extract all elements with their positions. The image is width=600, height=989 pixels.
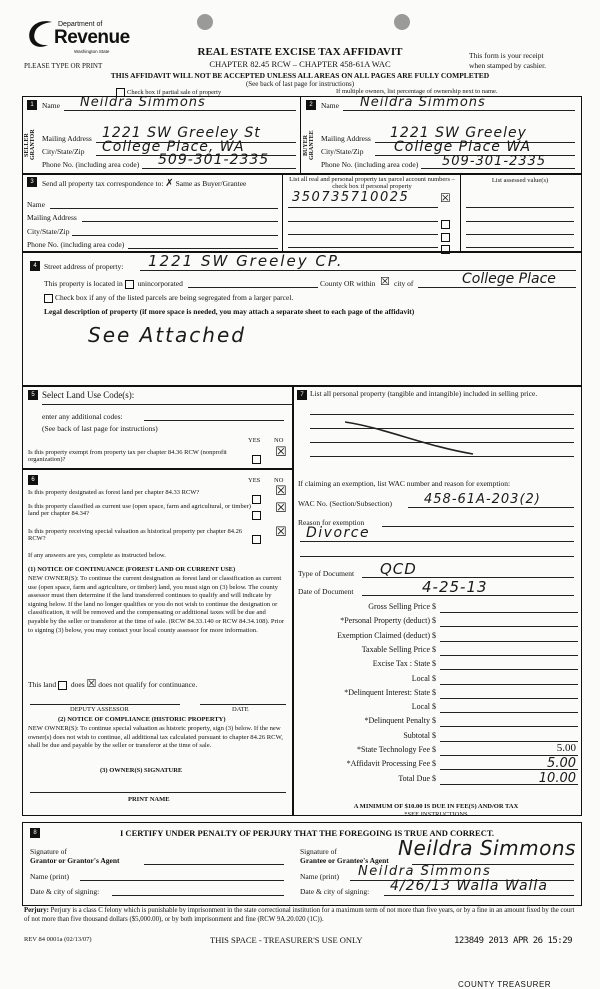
current-use-no-checkbox[interactable]: ☒ <box>275 501 287 516</box>
fee-line <box>440 726 578 727</box>
dor-logo <box>26 18 130 60</box>
treasurer-space: THIS SPACE - TREASURER'S USE ONLY <box>210 935 363 945</box>
unincorporated-checkbox[interactable] <box>125 280 134 289</box>
s5-instructions: (See back of last page for instructions) <box>42 424 158 433</box>
fee-row <box>300 702 580 715</box>
reason-label: Reason for exemption <box>298 518 365 527</box>
s3-city-label: City/State/Zip <box>27 227 70 236</box>
parcel-personal-checkbox-1[interactable]: ☒ <box>440 191 451 205</box>
same-as-buyer-check[interactable]: ✗ <box>165 178 174 189</box>
fee-dollar-sign: $ <box>432 702 436 712</box>
fee-line <box>440 626 578 627</box>
form-warning: THIS AFFIDAVIT WILL NOT BE ACCEPTED UNLESS ALL AREAS ON ALL PAGES ARE FULLY COMPLETED <box>110 71 490 80</box>
fee-dollar-sign: $ <box>432 773 436 783</box>
historic-no-checkbox[interactable]: ☒ <box>275 525 287 540</box>
fee-label: Exemption Claimed (deduct) <box>337 630 430 640</box>
forest-land-question: Is this property designated as forest land per chapter 84.33 RCW? <box>28 489 200 496</box>
dept-line1: Department of <box>58 21 103 28</box>
buyer-grantee-label: BUYER GRANTEE <box>303 130 315 160</box>
grantor-name-label: Name (print) <box>30 872 69 881</box>
fee-dollar-sign: $ <box>432 659 436 669</box>
fee-dollar-sign: $ <box>432 716 436 726</box>
does-checkbox[interactable] <box>58 681 67 690</box>
form-chapter: CHAPTER 82.45 RCW – CHAPTER 458-61A WAC <box>209 59 391 69</box>
parcel-header: List all real and personal property tax parcel account numbers – check box if personal property <box>289 176 455 190</box>
fee-dollar-sign: $ <box>432 759 436 769</box>
fee-value[interactable]: 10.00 <box>538 770 576 786</box>
doc-type-label: Type of Document <box>298 569 355 578</box>
fee-dollar-sign: $ <box>432 673 436 683</box>
fee-label: Subtotal <box>403 730 430 740</box>
punch-hole-right <box>394 14 410 30</box>
section-7-number: 7 <box>297 390 307 400</box>
fee-row <box>300 688 580 701</box>
fee-line <box>440 612 578 613</box>
grantee-name-label: Name (print) <box>300 872 339 881</box>
segregated-label: Check box if any of the listed parcels are being segregated from a larger parcel. <box>55 293 294 302</box>
section-6-number: 6 <box>28 475 38 485</box>
additional-codes-label: enter any additional codes: <box>42 412 123 421</box>
buyer-name-label: Name <box>321 101 339 110</box>
form-instructions: (See back of last page for instructions) <box>245 80 355 88</box>
fee-label: Total Due <box>398 773 430 783</box>
perjury-label: Perjury: <box>24 907 49 914</box>
this-land-text: This land <box>28 680 57 689</box>
fee-label: *Delinquent Interest: State <box>344 687 430 697</box>
doc-date-label: Date of Document <box>298 587 354 596</box>
street-address-label: Street address of property: <box>44 262 124 271</box>
s3-name-label: Name <box>27 200 45 209</box>
owner-signature-label: (3) OWNER(S) SIGNATURE <box>100 767 183 774</box>
fee-line <box>440 669 578 670</box>
dor-logo-swoosh-icon <box>26 18 56 50</box>
section-4-number: 4 <box>30 261 40 271</box>
city-of-label: city of <box>394 279 414 288</box>
grantor-sig-label2: Grantor or Grantor's Agent <box>30 856 120 865</box>
fee-label: Local <box>411 673 430 683</box>
buyer-name-field[interactable]: Neildra Simmons <box>360 95 486 110</box>
s3-addr-label: Mailing Address <box>27 213 77 222</box>
deputy-date-label: DATE <box>232 706 249 713</box>
doc-type-field[interactable]: QCD <box>380 560 417 578</box>
fee-label: *Affidavit Processing Fee <box>346 759 430 769</box>
assessed-header: List assessed value(s) <box>491 177 549 184</box>
section-3-number: 3 <box>27 177 37 187</box>
seller-phone-field[interactable]: 509-301-2335 <box>158 152 270 168</box>
fee-line <box>440 684 578 685</box>
notice-compliance-text: NEW OWNER(S): To continue special valuation as historic property, sign (3) below. If the new owner(s) does not wish to continue, all additional tax calculated pursuant to chapter 84.26 RCW, shall be due and payable by the seller or transferor at the time of sale. <box>28 725 283 750</box>
fee-row <box>300 645 580 658</box>
seller-phone-label: Phone No. (including area code) <box>42 160 140 169</box>
fee-row <box>300 631 580 644</box>
strike-through-mark <box>345 418 475 458</box>
fee-row <box>300 742 580 758</box>
type-or-print: PLEASE TYPE OR PRINT <box>24 62 103 70</box>
grantee-date-field[interactable]: 4/26/13 Walla Walla <box>390 878 548 894</box>
unincorporated-label: unincorporated <box>137 279 183 288</box>
seller-grantor-label: SELLER GRANTOR <box>24 129 36 161</box>
send-correspondence-text: Send all property tax correspondence to: <box>42 179 164 188</box>
fee-label: Local <box>411 702 430 712</box>
fee-row <box>300 659 580 672</box>
fee-dollar-sign: $ <box>432 616 436 626</box>
fee-row <box>300 770 580 787</box>
fee-label: Taxable Selling Price <box>361 644 430 654</box>
parcel-number-field[interactable]: 350735710025 <box>292 190 410 205</box>
fee-row <box>300 602 580 615</box>
buyer-addr-field[interactable]: 1221 SW Greeley <box>390 125 527 141</box>
s3-phone-label: Phone No. (including area code) <box>27 240 125 249</box>
legal-desc-field[interactable]: See Attached <box>88 323 246 347</box>
fee-label: Gross Selling Price <box>368 602 430 611</box>
grantee-sig-label2: Grantee or Grantee's Agent <box>300 856 389 865</box>
historic-yes-checkbox[interactable] <box>252 530 263 548</box>
current-use-question: Is this property classified as current use (open space, farm and agricultural, or timber) land per chapter 84.34? <box>28 503 251 517</box>
fee-label: *Delinquent Penalty <box>364 716 430 726</box>
city-field[interactable]: College Place <box>462 271 556 287</box>
deputy-assessor-label: DEPUTY ASSESSOR <box>70 706 129 713</box>
s6-no-header: NO <box>274 477 284 484</box>
fee-value[interactable]: 5.00 <box>556 742 576 754</box>
located-text: This property is located in <box>44 279 123 288</box>
does-label: does <box>70 680 85 689</box>
wac-field[interactable]: 458-61A-203(2) <box>424 492 541 507</box>
if-yes-note: If any answers are yes, complete as instructed below. <box>28 552 166 559</box>
reason-field[interactable]: Divorce <box>306 525 371 541</box>
does-not-label: does not <box>98 680 124 689</box>
grantee-sig-label1: Signature of <box>300 847 337 856</box>
seller-name-label: Name <box>42 101 60 110</box>
s5-yes-header: YES <box>248 437 261 444</box>
fee-line <box>440 655 578 656</box>
land-use-label: Select Land Use Code(s): <box>42 390 135 400</box>
legal-desc-label: Legal description of property (if more space is needed, you may attach a separate sheet to each page of the affidavit) <box>44 307 415 316</box>
section-1-number: 1 <box>27 100 37 110</box>
exempt-yes-checkbox[interactable] <box>252 450 263 468</box>
within-city-check[interactable]: ☒ <box>380 275 390 288</box>
notice-continuance-title: (1) NOTICE OF CONTINUANCE (FOREST LAND OR CURRENT USE) <box>28 566 236 573</box>
grantor-date-label: Date & city of signing: <box>30 887 100 896</box>
see-instructions-note: *SEE INSTRUCTIONS <box>404 811 468 818</box>
minimum-due-note: A MINIMUM OF $10.00 IS DUE IN FEE(S) AND/OR TAX <box>353 803 519 810</box>
fee-value[interactable]: 5.00 <box>547 756 576 772</box>
land-continuance-line <box>28 677 197 690</box>
fee-label: Excise Tax : State <box>372 659 430 669</box>
receipt-note2: when stamped by cashier. <box>469 61 547 70</box>
grantor-sig-label1: Signature of <box>30 847 67 856</box>
fee-row <box>300 674 580 687</box>
dept-state: Washington State <box>74 49 110 54</box>
fee-line <box>440 641 578 642</box>
notice-continuance-text: NEW OWNER(S): To continue the current designation as forest land or classification as current use (open space, farm and agriculture, or timber) land, you must sign on (3) below. The county assessor must then determine if the land transferred continues to qualify and will indicate by signing below. If the land no longer qualifies or you do not wish to continue the designation or classification, it will be removed and the compensating or additional taxes will be due and payable by the seller or transferor at the time of sale. (RCW 84.33.140 or RCW 84.34.108). Prior to signing (3) below, you may contact your local county assessor for more information. <box>28 575 285 634</box>
buyer-phone-label: Phone No. (including area code) <box>321 160 419 169</box>
seller-addr-label: Mailing Address <box>42 134 92 143</box>
fee-label: *State Technology Fee <box>356 745 430 754</box>
fee-row <box>300 716 580 729</box>
form-number: REV 84 0001a (02/13/07) <box>24 936 92 943</box>
fee-dollar-sign: $ <box>432 602 436 611</box>
notice-compliance-title: (2) NOTICE OF COMPLIANCE (HISTORIC PROPERTY) <box>58 716 226 723</box>
section-5-number: 5 <box>28 390 38 400</box>
forest-no-checkbox[interactable]: ☒ <box>275 484 287 499</box>
seller-city-label: City/State/Zip <box>42 147 85 156</box>
receipt-note1: This form is your receipt <box>469 51 544 60</box>
county-label: County OR within <box>320 279 376 288</box>
form-title: REAL ESTATE EXCISE TAX AFFIDAVIT <box>197 46 403 58</box>
fee-row <box>300 731 580 744</box>
fee-dollar-sign: $ <box>432 745 436 754</box>
exemption-label: If claiming an exemption, list WAC number and reason for exemption: <box>298 479 511 488</box>
print-name-label: PRINT NAME <box>128 796 170 803</box>
perjury-text: Perjury is a class C felony which is punishable by imprisonment in the state correctional institution for a maximum term of not more than five years, or by a fine in an amount fixed by the court of not more than five thousand dollars ($5,000.00), or by both imprisonment and fine (RCW 9A.20.020 (1C)). <box>24 907 575 923</box>
fee-dollar-sign: $ <box>432 730 436 740</box>
personal-property-label: List all personal property (tangible and intangible) included in selling price. <box>310 389 538 398</box>
doc-date-field[interactable]: 4-25-13 <box>422 578 488 596</box>
exempt-question: Is this property exempt from property tax per chapter 84.36 RCW (nonprofit organization)? <box>28 449 227 463</box>
seller-addr-field[interactable]: 1221 SW Greeley St <box>102 125 261 141</box>
current-use-yes-checkbox[interactable] <box>252 506 263 524</box>
section-2-number: 2 <box>306 100 316 110</box>
same-as-buyer-label: Same as Buyer/Grantee <box>175 179 247 188</box>
fee-dollar-sign: $ <box>432 630 436 640</box>
grantee-date-label: Date & city of signing: <box>300 887 370 896</box>
grantee-signature[interactable]: Neildra Simmons <box>398 836 576 860</box>
s5-no-header: NO <box>274 437 284 444</box>
seller-city-field[interactable]: College Place, WA <box>102 139 245 155</box>
exempt-no-checkbox[interactable]: ☒ <box>275 445 287 460</box>
historic-question: Is this property receiving special valuation as historical property per chapter 84.26 RCW? <box>28 528 243 542</box>
wac-label: WAC No. (Section/Subsection) <box>298 499 392 508</box>
perjury-statement <box>24 907 580 924</box>
does-not-checkbox[interactable]: ☒ <box>86 677 97 690</box>
fee-row <box>300 616 580 629</box>
fee-line <box>440 698 578 699</box>
partial-sale-label: Check box if partial sale of property <box>127 88 222 96</box>
send-correspondence-label <box>42 178 246 189</box>
s6-yes-header: YES <box>248 477 261 484</box>
qualify-label: qualify for continuance. <box>125 680 198 689</box>
fee-dollar-sign: $ <box>432 644 436 654</box>
street-address-field[interactable]: 1221 SW Greeley CP. <box>148 252 344 270</box>
fee-label: *Personal Property (deduct) <box>340 616 430 626</box>
seller-name-field[interactable]: Neildra Simmons <box>80 95 206 110</box>
buyer-city-field[interactable]: College Place WA <box>394 139 532 155</box>
buyer-phone-field[interactable]: 509-301-2335 <box>442 154 547 169</box>
receipt-stamp: 123849 2013 APR 26 15:29 <box>454 936 573 946</box>
buyer-addr-label: Mailing Address <box>321 134 371 143</box>
logo-word: Revenue <box>54 27 130 48</box>
certify-statement: I CERTIFY UNDER PENALTY OF PERJURY THAT THE FOREGOING IS TRUE AND CORRECT. <box>120 828 495 838</box>
multiple-owners-note: If multiple owners, list percentage of ownership next to name. <box>336 88 498 95</box>
grantee-name-field[interactable]: Neildra Simmons <box>358 864 492 879</box>
fee-dollar-sign: $ <box>432 687 436 697</box>
located-label <box>44 279 183 289</box>
punch-hole-left <box>197 14 213 30</box>
fee-line <box>440 712 578 713</box>
section-8-number: 8 <box>30 828 40 838</box>
county-treasurer-stamp: COUNTY TREASURER <box>458 980 552 989</box>
segregated-checkbox[interactable] <box>44 293 293 303</box>
buyer-city-label: City/State/Zip <box>321 147 364 156</box>
